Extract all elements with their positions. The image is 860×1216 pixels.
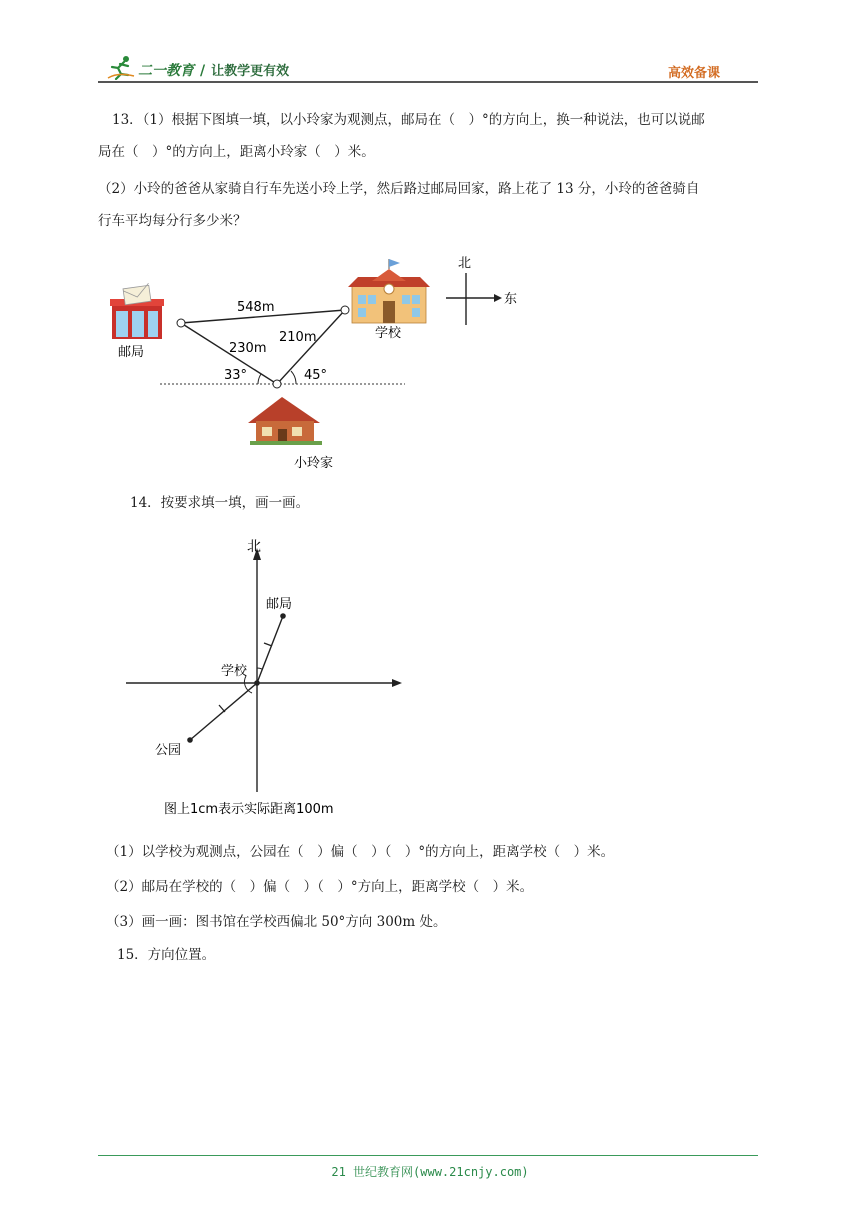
q14-park-label: 公园 (155, 743, 182, 758)
q13-dist-home-school: 210m (279, 330, 317, 345)
q14-sub3: （3）画一画：图书馆在学校西偏北 50°方向 300m 处。 (106, 914, 447, 930)
ray-park (190, 683, 257, 740)
page-header (98, 52, 758, 82)
page-footer: 21 世纪教育网(www.21cnjy.com) (331, 1165, 529, 1179)
q14-north-label: 北 (247, 539, 261, 555)
east-arrow-icon (392, 679, 402, 687)
brand-slogan: 让教学更有效 (211, 64, 290, 79)
q13-compass (446, 273, 502, 325)
home-building-icon (248, 397, 322, 445)
brand-separator: / (200, 63, 206, 79)
post-office-point (177, 319, 185, 327)
q15-title: 15．方向位置。 (117, 947, 216, 963)
home-point (273, 380, 281, 388)
q14-school-label: 学校 (221, 664, 248, 679)
q13-school-label: 学校 (375, 326, 402, 341)
q13-dist-post-school: 548m (237, 300, 275, 315)
angle-arc-left (258, 374, 261, 384)
q13-line1: 13．（1）根据下图填一填，以小玲家为观测点，邮局在（ ）°的方向上，换一种说法，也可以说邮 (112, 112, 705, 128)
post-office-point (280, 613, 286, 619)
footer-divider (98, 1155, 758, 1156)
tick-post-office (264, 643, 272, 646)
brand-name: 二一教育 (138, 63, 194, 79)
q13-line3: （2）小玲的爸爸从家骑自行车先送小玲上学，然后路过邮局回家，路上花了 13 分，小玲的爸爸骑自 (98, 181, 700, 197)
ray-post-office (257, 616, 283, 683)
header-right-label: 高效备课 (667, 66, 720, 81)
school-point (341, 306, 349, 314)
q14-sub1: （1）以学校为观测点，公园在（ ）偏（ ）（ ）°的方向上，距离学校（ ）米。 (106, 844, 615, 860)
park-point (187, 737, 193, 743)
q13-angle-left: 33° (224, 368, 248, 383)
q14-scale-note: 图上1cm表示实际距离100m (164, 802, 334, 817)
brand (138, 60, 289, 80)
school-point (254, 680, 260, 686)
q13-compass-north: 北 (458, 256, 472, 271)
q13-line2: 局在（ ）°的方向上，距离小玲家（ ）米。 (98, 144, 375, 160)
q14-sub2: （2）邮局在学校的（ ）偏（ ）（ ）°方向上，距离学校（ ）米。 (106, 879, 534, 895)
q14-figure (0, 530, 860, 825)
east-arrow-icon (494, 294, 502, 302)
q13-angle-right: 45° (304, 368, 328, 383)
q13-home-label: 小玲家 (294, 456, 334, 471)
school-building-icon (348, 259, 430, 323)
q13-line4: 行车平均每分行多少米？ (98, 213, 247, 229)
angle-arc-right (291, 371, 296, 384)
q13-post-office-label: 邮局 (118, 345, 145, 360)
q13-dist-home-post: 230m (229, 341, 267, 356)
q14-post-office-label: 邮局 (266, 597, 293, 612)
q14-title: 14．按要求填一填，画一画。 (130, 495, 310, 511)
post-office-building-icon (110, 283, 164, 339)
header-divider (98, 81, 758, 83)
q13-figure (0, 245, 860, 480)
runner-logo-icon (106, 54, 136, 80)
angle-arc-post (257, 668, 262, 669)
tick-park (219, 705, 225, 712)
q13-compass-east: 东 (504, 292, 518, 307)
